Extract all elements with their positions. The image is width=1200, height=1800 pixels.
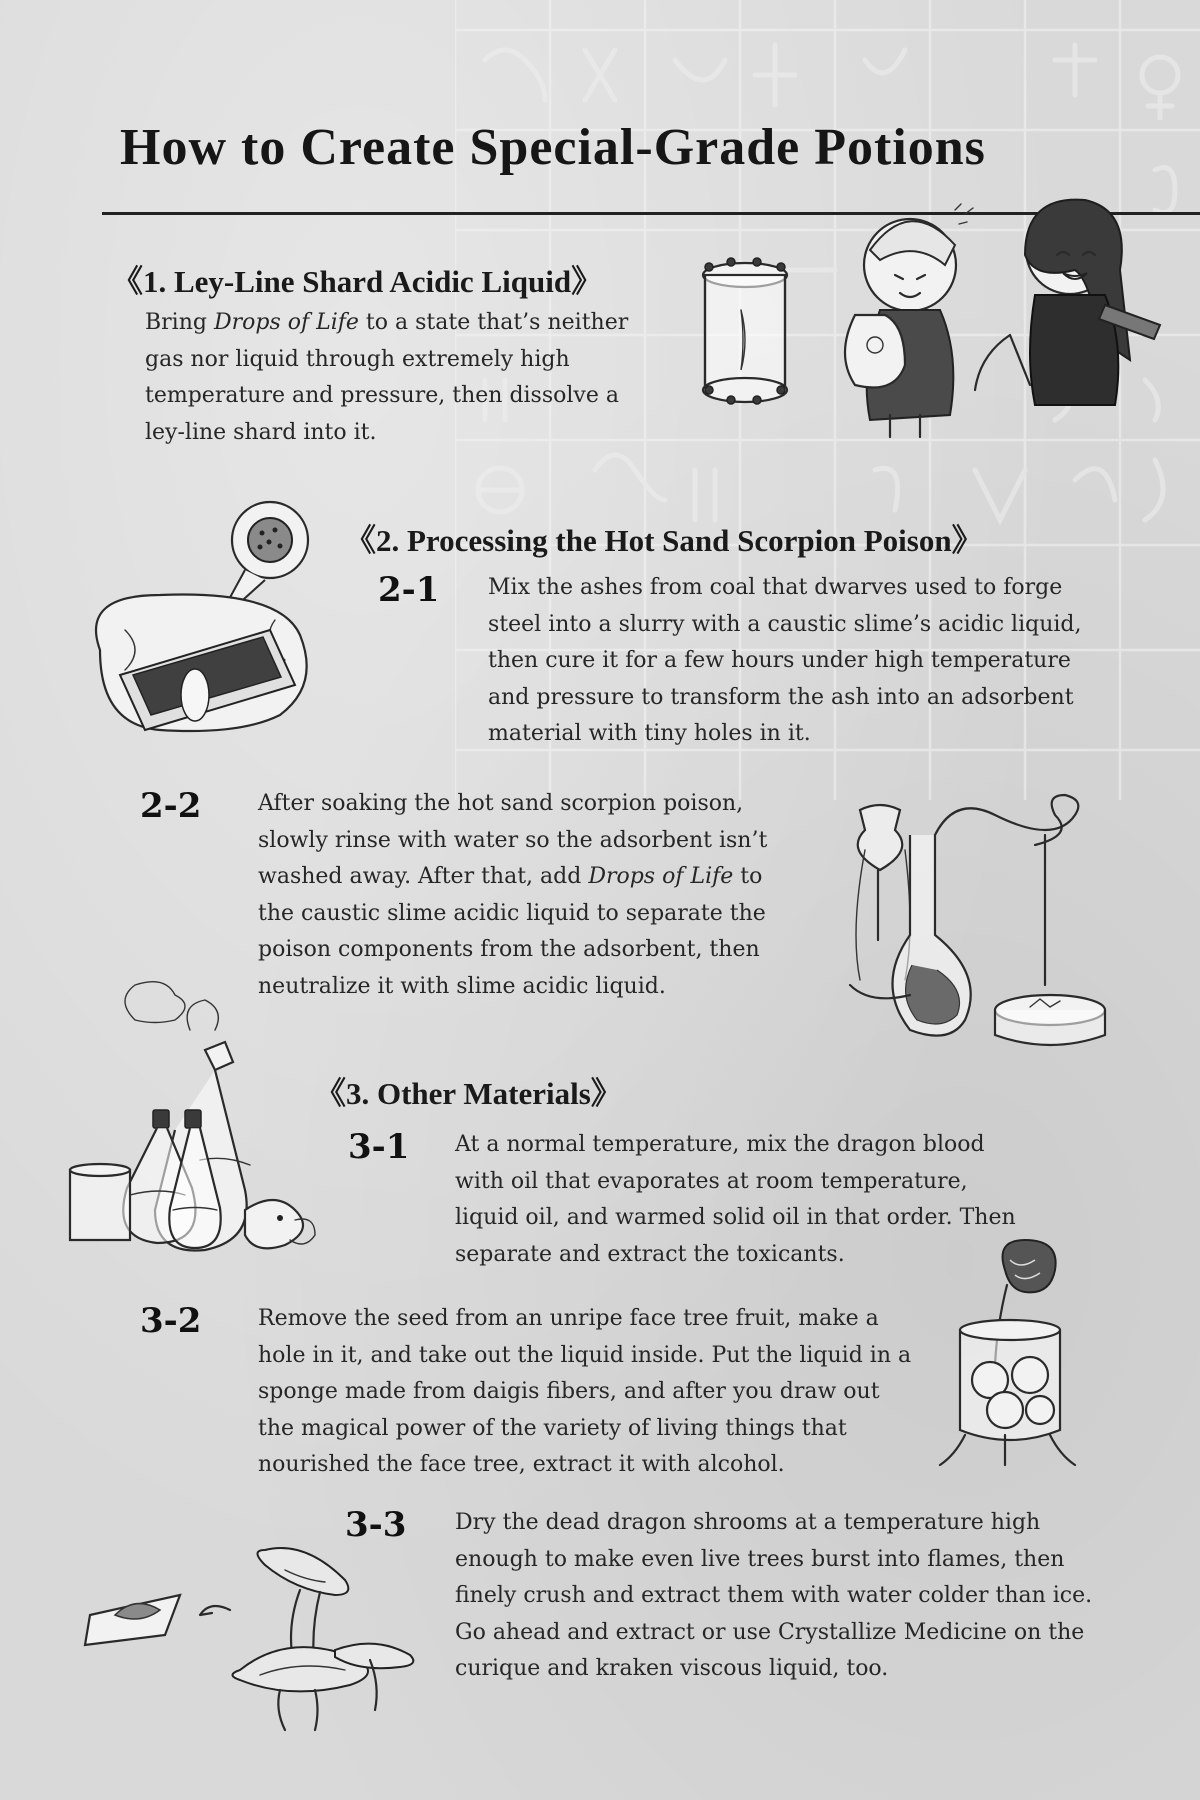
step-2-1-number: 2-1 <box>378 570 440 610</box>
pressure-vessel-illustration <box>695 255 795 415</box>
section-1-heading: 《1. Ley-Line Shard Acidic Liquid》 <box>112 264 603 299</box>
chibi-characters-illustration <box>835 195 1165 445</box>
adsorbent-mat-illustration <box>85 500 325 760</box>
distillation-apparatus-illustration <box>840 795 1110 1055</box>
step-3-2-number: 3-2 <box>140 1301 202 1341</box>
step-2-2-number: 2-2 <box>140 786 202 826</box>
step-3-1-text: At a normal temperature, mix the dragon blood with oil that evaporates at room temperature, liquid oil, and warmed solid oil in that order. Then separate and extract the toxicants. <box>455 1132 1016 1267</box>
potion-bottles-illustration <box>65 970 320 1260</box>
section-1-paragraph: Bring Drops of Life to a state that’s neither gas nor liquid through extremely high temperature and pressure, then dissolve a ley-line shard into it. <box>145 310 629 445</box>
step-3-3-number: 3-3 <box>345 1505 407 1545</box>
step-2-1-text: Mix the ashes from coal that dwarves used to forge steel into a slurry with a caustic slime’s acidic liquid, then cure it for a few hours under high temperature and pressure to transform the ash into an adsorbent material with tiny holes in it. <box>488 575 1082 746</box>
step-3-1-number: 3-1 <box>348 1127 410 1167</box>
dragon-shrooms-illustration <box>85 1540 425 1740</box>
section-3-heading: 《3. Other Materials》 <box>315 1076 622 1111</box>
face-tree-fruit-glass-illustration <box>945 1240 1095 1470</box>
page-title: How to Create Special-Grade Potions <box>120 119 986 176</box>
step-2-2-text: After soaking the hot sand scorpion poison, slowly rinse with water so the adsorbent isn’t washed away. After that, add Drops of Life to the caustic slime acidic liquid to separate the poison components from the adsorbent, then neutralize it with slime acidic liquid. <box>258 791 768 999</box>
step-3-3-text: Dry the dead dragon shrooms at a temperature high enough to make even live trees burst into flames, then finely crush and extract them with water colder than ice. Go ahead and extract or use Crystallize Medicine on the curique and kraken viscous liquid, too. <box>455 1510 1093 1681</box>
step-3-2-text: Remove the seed from an unripe face tree fruit, make a hole in it, and take out the liquid inside. Put the liquid in a sponge made from daigis fibers, and after you draw out the magical power of the variety of living things that nourished the face tree, extract it with alcohol. <box>258 1306 912 1477</box>
section-2-heading: 《2. Processing the Hot Sand Scorpion Poison》 <box>345 523 983 558</box>
